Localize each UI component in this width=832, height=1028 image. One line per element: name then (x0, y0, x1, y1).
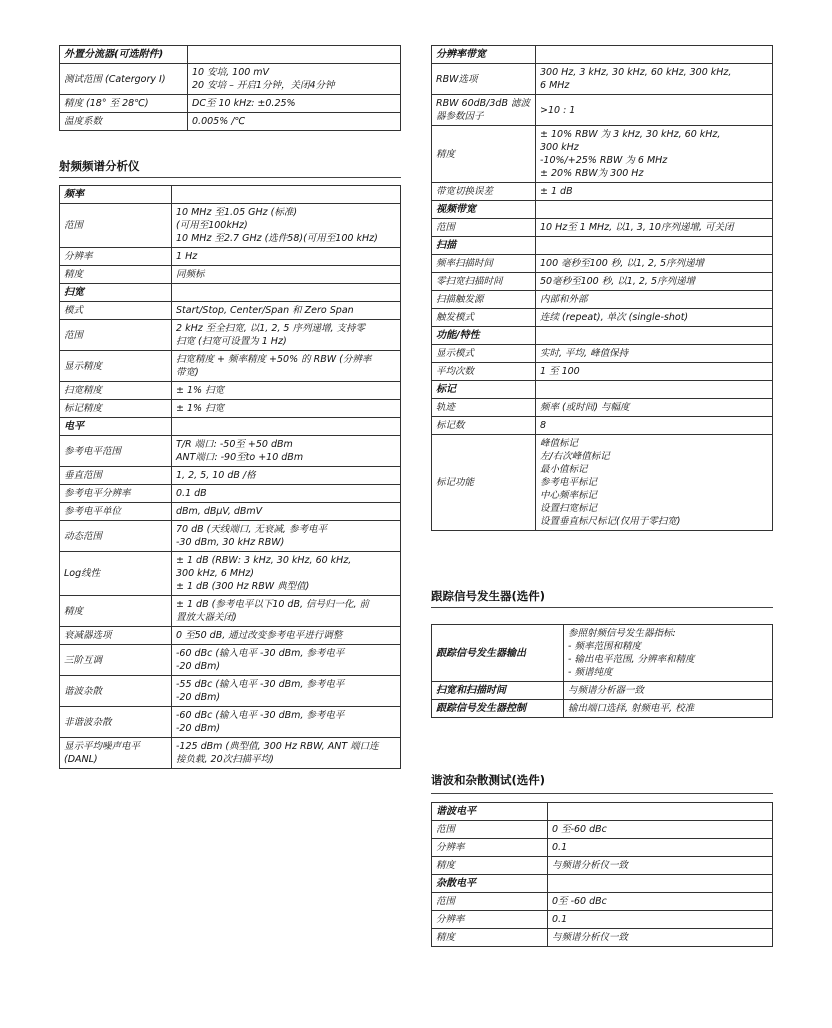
value-line: 设置垂直标尺标记(仅用于零扫宽) (540, 516, 681, 527)
row-value (172, 204, 401, 248)
row-value (536, 183, 773, 201)
value-line: ± 1% 扫宽 (176, 403, 225, 414)
value-line: 0 至50 dB, 通过改变参考电平进行调整 (176, 630, 343, 641)
value-line: 0.005% /℃ (192, 116, 246, 127)
group-header: 功能/特性 (432, 327, 536, 345)
value-line: 300 kHz (540, 142, 579, 153)
row-label: 范围 (432, 219, 536, 237)
row-value (172, 266, 401, 284)
rf-analyzer-table (59, 185, 401, 769)
table-header-row (432, 327, 773, 345)
table-row (432, 839, 773, 857)
row-label: 精度 (60, 596, 172, 627)
value-line: 中心频率标记 (540, 490, 598, 501)
row-label: 精度 (432, 857, 548, 875)
row-value (536, 345, 773, 363)
table-row (60, 596, 401, 627)
table-row (432, 821, 773, 839)
value-line: ± 1 dB (300 Hz RBW 典型值) (176, 581, 310, 592)
value-line: - 频率范围和精度 (568, 641, 641, 652)
row-label: 参考电平单位 (60, 503, 172, 521)
table-row (60, 400, 401, 418)
row-label: 跟踪信号发生器控制 (432, 700, 564, 718)
table-row (432, 682, 773, 700)
value-line: (可用至100kHz) (176, 220, 248, 231)
rf-analyzer-title-rule (59, 177, 401, 178)
value-line: 10 Hz至 1 MHz, 以1, 3, 10序列递增, 可关闭 (540, 222, 734, 233)
table-row (60, 266, 401, 284)
table-row (432, 255, 773, 273)
value-line: -10%/+25% RBW 为 6 MHz (540, 155, 668, 166)
row-value (188, 113, 401, 131)
value-line: 2 kHz 至全扫宽, 以1, 2, 5 序列递增, 支持零 (176, 323, 366, 334)
row-value (548, 911, 773, 929)
table-row (60, 485, 401, 503)
row-value (172, 382, 401, 400)
value-line: 参照射频信号发生器指标: (568, 628, 676, 639)
table-row (432, 64, 773, 95)
table-row (432, 273, 773, 291)
value-line: 0.1 (552, 914, 568, 925)
table-row (432, 126, 773, 183)
group-header-empty (172, 284, 401, 302)
value-line: ± 1% 扫宽 (176, 385, 225, 396)
table-header-row (432, 201, 773, 219)
row-value (172, 503, 401, 521)
group-header-empty (188, 46, 401, 64)
table-row (60, 436, 401, 467)
value-line: 接负载, 20次扫描平均) (176, 754, 274, 765)
tracking-generator-column (431, 624, 773, 718)
value-line: 连续 (repeat), 单次 (single-shot) (540, 312, 689, 323)
row-value (536, 273, 773, 291)
row-value (172, 707, 401, 738)
table-row (432, 929, 773, 947)
table-header-row (432, 875, 773, 893)
value-line: 扫宽 (扫宽可设置为 1 Hz) (176, 336, 287, 347)
table-row (60, 382, 401, 400)
group-header: 外置分流器(可选附件) (60, 46, 188, 64)
row-value (172, 351, 401, 382)
value-line: 频率 (或时间) 与幅度 (540, 402, 630, 413)
row-value (536, 64, 773, 95)
table-row (432, 363, 773, 381)
table-row (432, 183, 773, 201)
row-label: 频率扫描时间 (432, 255, 536, 273)
value-line: -20 dBm) (176, 692, 221, 703)
value-line: ± 1 dB (参考电平以下10 dB, 信号归一化, 前 (176, 599, 370, 610)
value-line: 扫宽精度 + 频率精度 +50% 的 RBW (分辨率 (176, 354, 372, 365)
group-header: 标记 (432, 381, 536, 399)
table-row (432, 399, 773, 417)
table-row (432, 625, 773, 682)
value-line: T/R 端口: -50至 +50 dBm (176, 439, 293, 450)
row-label: RBW选项 (432, 64, 536, 95)
row-label: 分辨率 (60, 248, 172, 266)
value-line: ANT端口: -90至to +10 dBm (176, 452, 304, 463)
row-label: Log线性 (60, 552, 172, 596)
value-line: 1 Hz (176, 251, 198, 262)
value-line: - 输出电平范围, 分辨率和精度 (568, 654, 695, 665)
row-value (172, 248, 401, 266)
value-line: DC至 10 kHz: ±0.25% (192, 98, 296, 109)
row-value (172, 400, 401, 418)
value-line: 设置扫宽标记 (540, 503, 598, 514)
row-value (172, 738, 401, 769)
value-line: 实时, 平均, 峰值保持 (540, 348, 629, 359)
value-line: >10 : 1 (540, 104, 576, 116)
row-value (536, 95, 773, 126)
row-label: 测试范围 (Catergory I) (60, 64, 188, 95)
row-label: 精度 (432, 929, 548, 947)
table-row (432, 857, 773, 875)
table-row (60, 95, 401, 113)
group-header-empty (536, 237, 773, 255)
tracking-generator-title-rule (431, 607, 773, 608)
value-line: 0.1 dB (176, 488, 207, 499)
group-header-empty (536, 327, 773, 345)
table-row (60, 738, 401, 769)
row-label: 衰减器选项 (60, 627, 172, 645)
right-column (431, 45, 773, 531)
row-value (188, 64, 401, 95)
table-header-row (60, 186, 401, 204)
row-label: RBW 60dB/3dB 滤波器参数因子 (432, 95, 536, 126)
row-value (548, 857, 773, 875)
row-label: 跟踪信号发生器输出 (432, 625, 564, 682)
group-header-empty (536, 46, 773, 64)
value-line: 10 MHz 至1.05 GHz (标准) (176, 207, 298, 218)
row-label: 范围 (432, 893, 548, 911)
row-value (172, 320, 401, 351)
harmonic-spurious-title-rule (431, 793, 773, 794)
row-label: 垂直范围 (60, 467, 172, 485)
value-line: 300 kHz, 6 MHz) (176, 568, 254, 579)
row-label: 显示模式 (432, 345, 536, 363)
group-header: 分辨率带宽 (432, 46, 536, 64)
value-line: 最小值标记 (540, 464, 588, 475)
value-line: dBm, dBμV, dBmV (176, 506, 263, 517)
table-row (60, 351, 401, 382)
rbw-table (431, 45, 773, 531)
row-label: 触发模式 (432, 309, 536, 327)
value-line: -55 dBc (输入电平 -30 dBm, 参考电平 (176, 679, 345, 690)
row-label: 标记功能 (432, 435, 536, 531)
value-line: -60 dBc (输入电平 -30 dBm, 参考电平 (176, 648, 345, 659)
value-line: 左/右次峰值标记 (540, 451, 610, 462)
value-line: 100 毫秒至100 秒, 以1, 2, 5序列递增 (540, 258, 705, 269)
row-label: 分辨率 (432, 911, 548, 929)
value-line: 1, 2, 5, 10 dB /格 (176, 470, 256, 481)
table-row (432, 309, 773, 327)
row-label: 扫宽和扫描时间 (432, 682, 564, 700)
table-row (60, 113, 401, 131)
tracking-generator-table (431, 624, 773, 718)
group-header-empty (536, 201, 773, 219)
value-line: Start/Stop, Center/Span 和 Zero Span (176, 305, 354, 316)
table-row (60, 552, 401, 596)
rf-analyzer-section-title: 射频频谱分析仪 (59, 159, 140, 173)
group-header: 扫描 (432, 237, 536, 255)
row-label: 扫宽精度 (60, 382, 172, 400)
table-row (60, 503, 401, 521)
row-label: 标记精度 (60, 400, 172, 418)
row-value (536, 255, 773, 273)
value-line: 参考电平标记 (540, 477, 598, 488)
value-line: 8 (540, 420, 547, 431)
table-row (432, 893, 773, 911)
value-line: ± 1 dB (540, 186, 573, 197)
value-line: -125 dBm (典型值, 300 Hz RBW, ANT 端口连 (176, 741, 379, 752)
table-row (60, 676, 401, 707)
row-value (172, 302, 401, 320)
row-label: 扫描触发源 (432, 291, 536, 309)
value-line: 10 安培, 100 mV (192, 67, 270, 78)
value-line: 10 MHz 至2.7 GHz (选件58)(可用至100 kHz) (176, 233, 378, 244)
table-row (60, 248, 401, 266)
row-label: 三阶互调 (60, 645, 172, 676)
table-header-row (60, 418, 401, 436)
table-row (432, 700, 773, 718)
row-value (172, 645, 401, 676)
tracking-generator-section-title: 跟踪信号发生器(选件) (431, 589, 546, 603)
row-label: 零扫宽扫描时间 (432, 273, 536, 291)
row-value (172, 485, 401, 503)
harmonic-spurious-section-title: 谐波和杂散测试(选件) (431, 773, 546, 787)
table-row (60, 302, 401, 320)
value-line: 70 dB (天线端口, 无衰减, 参考电平 (176, 524, 327, 535)
row-label: 带宽切换误差 (432, 183, 536, 201)
table-row (60, 627, 401, 645)
value-line: -20 dBm) (176, 661, 221, 672)
row-label: 标记数 (432, 417, 536, 435)
row-value (172, 436, 401, 467)
value-line: 与频谱分析器一致 (568, 685, 645, 696)
group-header: 视频带宽 (432, 201, 536, 219)
table-row (60, 707, 401, 738)
table-row (432, 345, 773, 363)
table-header-row (432, 46, 773, 64)
value-line: ± 1 dB (RBW: 3 kHz, 30 kHz, 60 kHz, (176, 555, 352, 566)
value-line: 内部和外部 (540, 294, 588, 305)
left-column (59, 45, 401, 131)
group-header: 杂散电平 (432, 875, 548, 893)
row-label: 轨迹 (432, 399, 536, 417)
row-value (172, 467, 401, 485)
value-line: 与频谱分析仪一致 (552, 932, 629, 943)
row-value (548, 839, 773, 857)
row-value (536, 219, 773, 237)
table-row (60, 645, 401, 676)
value-line: -30 dBm, 30 kHz RBW) (176, 537, 285, 548)
row-value (548, 893, 773, 911)
row-label: 模式 (60, 302, 172, 320)
row-label: 谐波杂散 (60, 676, 172, 707)
value-line: -60 dBc (输入电平 -30 dBm, 参考电平 (176, 710, 345, 721)
value-line: 峰值标记 (540, 438, 579, 449)
row-label: 精度 (432, 126, 536, 183)
value-line: 0.1 (552, 842, 568, 853)
group-header: 频率 (60, 186, 172, 204)
table-row (60, 521, 401, 552)
row-label: 平均次数 (432, 363, 536, 381)
value-line: 同频标 (176, 269, 205, 280)
group-header-empty (536, 381, 773, 399)
table-header-row (60, 46, 401, 64)
row-label: 动态范围 (60, 521, 172, 552)
row-label: 显示精度 (60, 351, 172, 382)
row-value (172, 521, 401, 552)
value-line: 1 至 100 (540, 366, 580, 377)
table-row (60, 204, 401, 248)
row-value (536, 309, 773, 327)
value-line: 0至 -60 dBc (552, 896, 607, 907)
value-line: ± 10% RBW 为 3 kHz, 30 kHz, 60 kHz, (540, 129, 721, 140)
value-line: 与频谱分析仪一致 (552, 860, 629, 871)
table-row (432, 291, 773, 309)
row-label: 范围 (432, 821, 548, 839)
table-header-row (60, 284, 401, 302)
value-line: 50毫秒至100 秒, 以1, 2, 5序列递增 (540, 276, 695, 287)
row-value (536, 417, 773, 435)
row-label: 精度 (18° 至 28℃) (60, 95, 188, 113)
value-line: 20 安培 – 开启1分钟，关闭4分钟 (192, 80, 335, 91)
row-label: 范围 (60, 320, 172, 351)
row-value (172, 596, 401, 627)
row-value (564, 625, 773, 682)
row-value (536, 126, 773, 183)
value-line: 输出端口选择, 射频电平, 校准 (568, 703, 695, 714)
table-row (60, 64, 401, 95)
value-line: -20 dBm) (176, 723, 221, 734)
row-label: 精度 (60, 266, 172, 284)
table-row (432, 95, 773, 126)
row-value (536, 363, 773, 381)
value-line: - 频谱纯度 (568, 667, 613, 678)
row-label: 范围 (60, 204, 172, 248)
row-value (564, 700, 773, 718)
row-value (172, 676, 401, 707)
group-header-empty (172, 418, 401, 436)
table-header-row (432, 803, 773, 821)
harmonic-spurious-column (431, 802, 773, 947)
value-line: ± 20% RBW为 300 Hz (540, 168, 644, 179)
row-value (536, 399, 773, 417)
row-label: 分辨率 (432, 839, 548, 857)
row-value (172, 552, 401, 596)
row-value (548, 821, 773, 839)
row-value (172, 627, 401, 645)
value-line: 带宽) (176, 367, 199, 378)
row-value (564, 682, 773, 700)
row-label: 温度系数 (60, 113, 188, 131)
row-label: 参考电平范围 (60, 436, 172, 467)
value-line: 0 至-60 dBc (552, 824, 607, 835)
harmonic-spurious-table (431, 802, 773, 947)
row-value (548, 929, 773, 947)
table-row (60, 467, 401, 485)
table-row (432, 911, 773, 929)
row-value (536, 291, 773, 309)
group-header: 谐波电平 (432, 803, 548, 821)
table-row (60, 320, 401, 351)
rf-analyzer-column (59, 185, 401, 769)
table-row (432, 417, 773, 435)
row-label: 显示平均噪声电平 (DANL) (60, 738, 172, 769)
group-header-empty (548, 875, 773, 893)
external-shunt-table (59, 45, 401, 131)
row-value (536, 435, 773, 531)
row-value (188, 95, 401, 113)
group-header: 扫宽 (60, 284, 172, 302)
group-header: 电平 (60, 418, 172, 436)
group-header-empty (172, 186, 401, 204)
value-line: 置放大器关闭) (176, 612, 237, 623)
row-label: 非谐波杂散 (60, 707, 172, 738)
value-line: 300 Hz, 3 kHz, 30 kHz, 60 kHz, 300 kHz, (540, 67, 732, 78)
table-row (432, 435, 773, 531)
group-header-empty (548, 803, 773, 821)
table-header-row (432, 381, 773, 399)
table-row (432, 219, 773, 237)
table-header-row (432, 237, 773, 255)
row-label: 参考电平分辨率 (60, 485, 172, 503)
value-line: 6 MHz (540, 80, 570, 91)
